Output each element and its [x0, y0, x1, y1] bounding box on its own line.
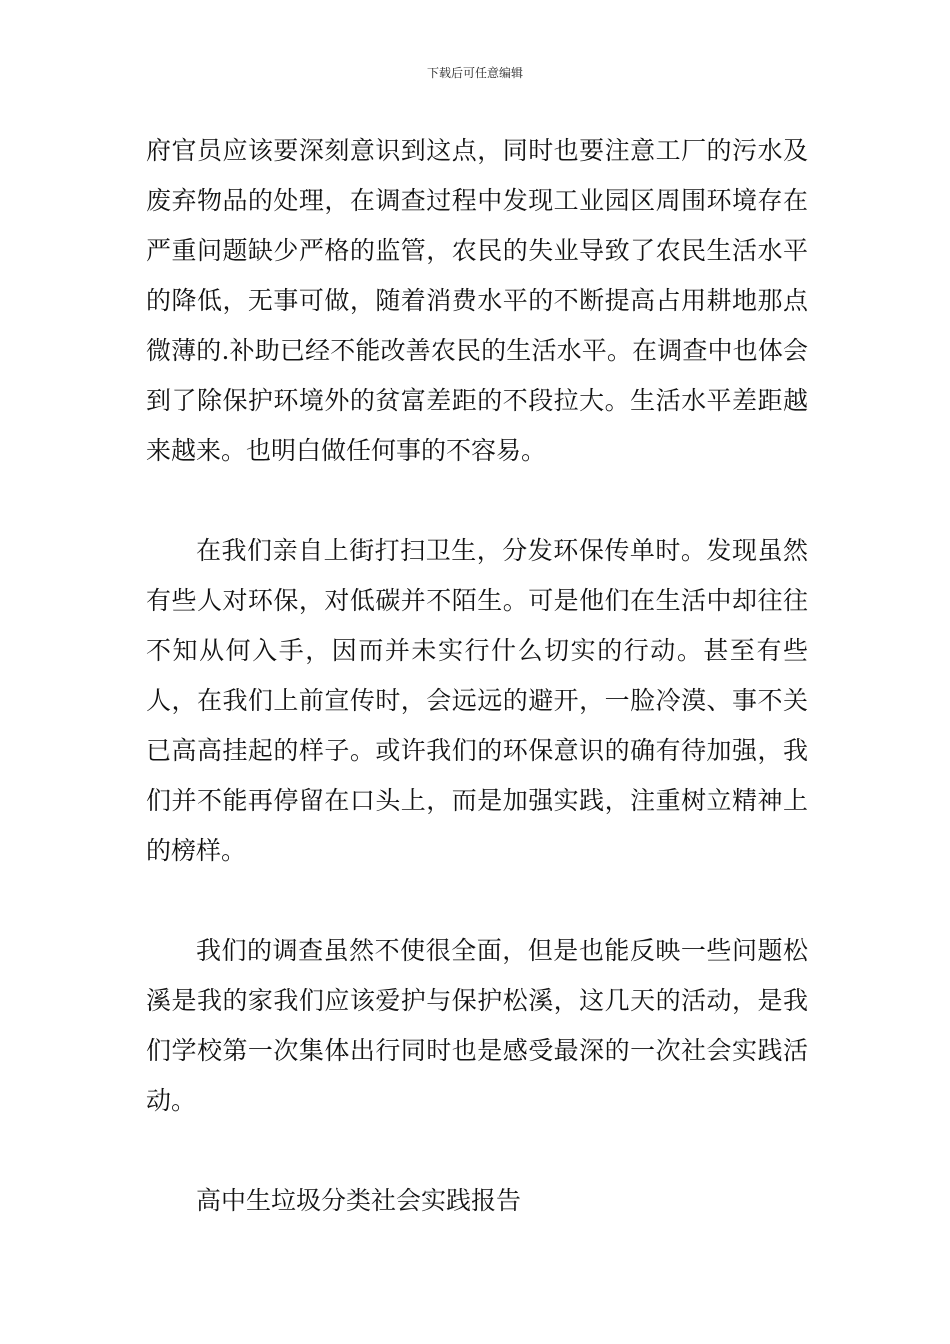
paragraph-spacer [146, 1126, 808, 1176]
paragraph-spacer [146, 876, 808, 926]
paragraph-2: 在我们亲自上街打扫卫生，分发环保传单时。发现虽然有些人对环保，对低碳并不陌生。可是他们在生活中却往往不知从何入手，因而并未实行什么切实的行动。甚至有些人，在我们上前宣传时，会远远的避开，一脸冷漠、事不关已高高挂起的样子。或许我们的环保意识的确有待加强，我们并不能再停留在口头上，而是加强实践，注重树立精神上的榜样。 [146, 536, 808, 865]
section-title: 高中生垃圾分类社会实践报告 [196, 1186, 522, 1215]
paragraph-3: 我们的调查虽然不使很全面，但是也能反映一些问题松溪是我的家我们应该爱护与保护松溪，这几天的活动，是我们学校第一次集体出行同时也是感受最深的一次社会实践活动。 [146, 936, 808, 1115]
page-header: 下载后可任意编辑 [426, 66, 523, 80]
document-body [146, 126, 808, 1226]
paragraph-1: 府官员应该要深刻意识到这点，同时也要注意工厂的污水及废弃物品的处理，在调查过程中发现工业园区周围环境存在严重问题缺少严格的监管，农民的失业导致了农民生活水平的降低，无事可做，随着消费水平的不断提高占用耕地那点微薄的.补助已经不能改善农民的生活水平。在调查中也体会到了除保护环境外的贫富差距的不段拉大。生活水平差距越来越来。也明白做任何事的不容易。 [146, 136, 808, 465]
paragraph-spacer [146, 476, 808, 526]
